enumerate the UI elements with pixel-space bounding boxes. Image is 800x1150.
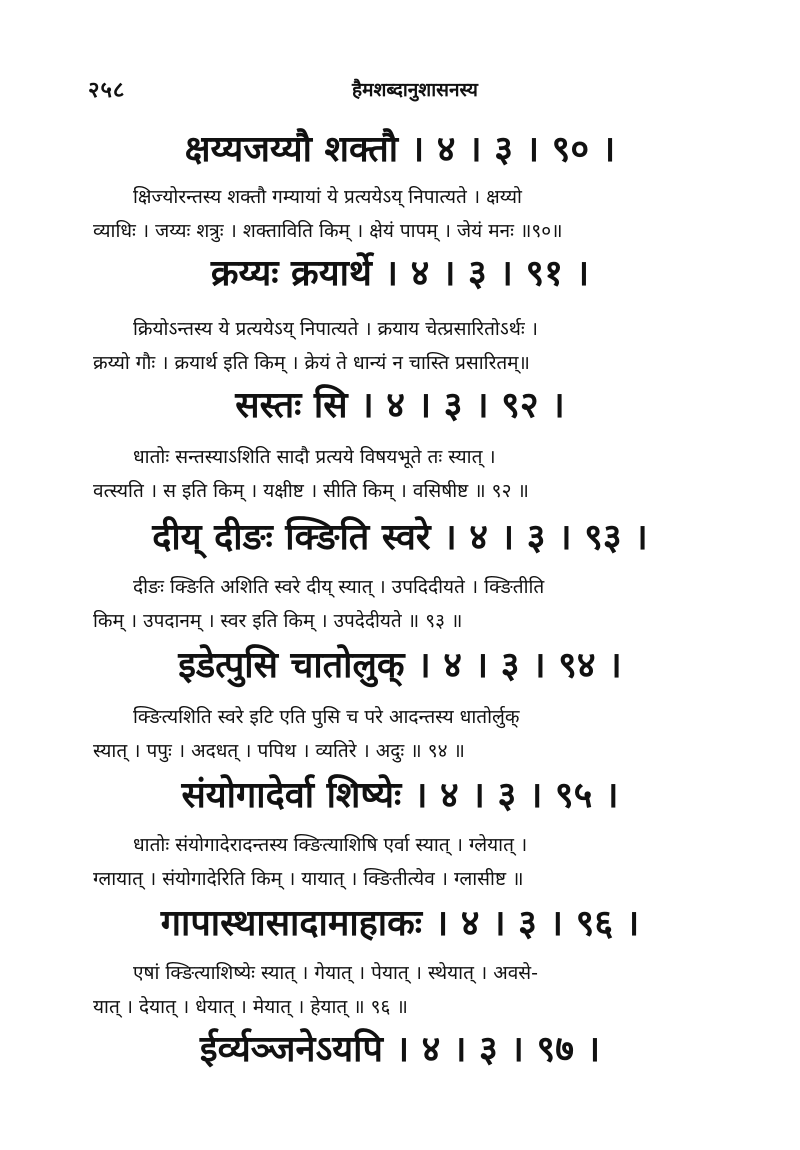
commentary-line: व्याधिः । जय्यः शत्रुः । शक्ताविति किम् । क्षेयं पापम् । जेयं मनः ॥९०॥ xyxy=(93,220,563,242)
commentary-line: वत्स्यति । स इति किम् । यक्षीष्ट । सीति किम् । वसिषीष्ट ॥ ९२ ॥ xyxy=(93,480,529,502)
page-number: २५८ xyxy=(88,78,126,103)
commentary xyxy=(93,180,718,248)
commentary-line: धातोः संयोगादेरादन्तस्य क्ङित्याशिषि एर्वा स्यात् । ग्लेयात् । xyxy=(133,834,528,856)
sutra-heading: क्रय्यः क्रयार्थे । ४ । ३ । ९१ । xyxy=(210,253,590,294)
commentary-line: स्यात् । पपुः । अदधत् । पपिथ । व्यतिरे । अदुः ॥ ९४ ॥ xyxy=(93,740,465,762)
sutra-heading: गापास्थासादामाहाकः । ४ । ३ । ९६ । xyxy=(160,903,640,944)
sutra-heading: दीय् दीङः क्ङिति स्वरे । ४ । ३ । ९३ । xyxy=(152,517,648,558)
sutra-heading: इडेत्पुसि चातोलुक् । ४ । ३ । ९४ । xyxy=(178,645,622,686)
commentary xyxy=(93,700,718,768)
sutra-heading: क्षय्यजय्यौ शक्तौ । ४ । ३ । ९० । xyxy=(184,129,616,170)
commentary-line: क्रय्यो गौः । क्रयार्थ इति किम् । क्रेयं ते धान्यं न चास्ति प्रसारितम्॥ xyxy=(93,352,530,374)
commentary-line: एषां क्ङित्याशिष्येः स्यात् । गेयात् । पेयात् । स्थेयात् । अवसे- xyxy=(133,962,538,984)
sutra-heading: ईर्व्यञ्जनेऽयपि । ४ । ३ । ९७ । xyxy=(199,1029,601,1070)
commentary-line: ग्लायात् । संयोगादेरिति किम् । यायात् । क्ङितीत्येव । ग्लासीष्ट ॥ xyxy=(93,868,524,890)
commentary xyxy=(93,956,718,1024)
commentary xyxy=(93,570,718,638)
commentary xyxy=(93,312,718,380)
commentary-line: धातोः सन्तस्याऽशिति सादौ प्रत्यये विषयभूते तः स्यात् । xyxy=(133,446,496,468)
commentary-line: क्रियोऽन्तस्य ये प्रत्ययेऽय् निपात्यते । क्रयाय चेत्प्रसारितोऽर्थः । xyxy=(133,318,538,340)
commentary xyxy=(93,440,718,508)
commentary-line: किम् । उपदानम् । स्वर इति किम् । उपदेदीयते ॥ ९३ ॥ xyxy=(93,610,463,632)
sutra-heading: सस्तः सि । ४ । ३ । ९२ । xyxy=(235,385,565,426)
sutra-heading: संयोगादेर्वा शिष्येः । ४ । ३ । ९५ । xyxy=(181,775,619,816)
page-header xyxy=(0,74,800,104)
commentary-line: क्ङित्यशिति स्वरे इटि एति पुसि च परे आदन्तस्य धातोर्लुक् xyxy=(133,706,520,728)
commentary-line: यात् । देयात् । धेयात् । मेयात् । हेयात् ॥ ९६ ॥ xyxy=(93,996,408,1018)
commentary-line: क्षिज्योरन्तस्य शक्तौ गम्यायां ये प्रत्ययेऽय् निपात्यते । क्षय्यो xyxy=(133,186,522,208)
running-title: हैमशब्दानुशासनस्य xyxy=(352,79,478,101)
commentary-line: दीङः क्ङिति अशिति स्वरे दीय् स्यात् । उपदिदीयते । क्ङितीति xyxy=(133,576,545,598)
commentary xyxy=(93,828,718,896)
